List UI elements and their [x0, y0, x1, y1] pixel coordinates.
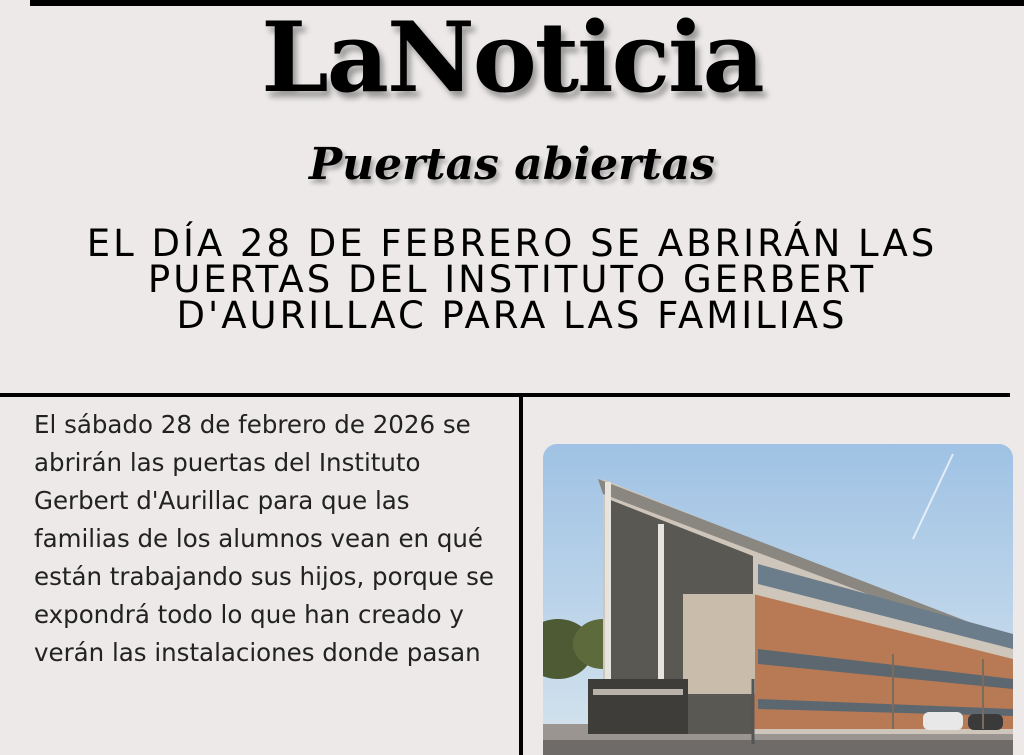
school-building-photo	[543, 444, 1013, 755]
column-divider	[519, 397, 523, 755]
section-subtitle: Puertas abiertas	[309, 139, 715, 190]
article-body: El sábado 28 de febrero de 2026 se abrirán las puertas del Instituto Gerbert d'Aurillac para que las familias de los alumnos vean en qué están trabajando sus hijos, porque se expondrá todo lo que han creado y verán las instalaciones donde pasan	[34, 410, 494, 667]
horizontal-divider	[0, 393, 1010, 397]
newspaper-title: LaNoticia	[261, 1, 763, 114]
headline: EL DÍA 28 DE FEBRERO SE ABRIRÁN LAS PUERTAS DEL INSTITUTO GERBERT D'AURILLAC PARA LAS FAMILIAS	[86, 222, 938, 337]
